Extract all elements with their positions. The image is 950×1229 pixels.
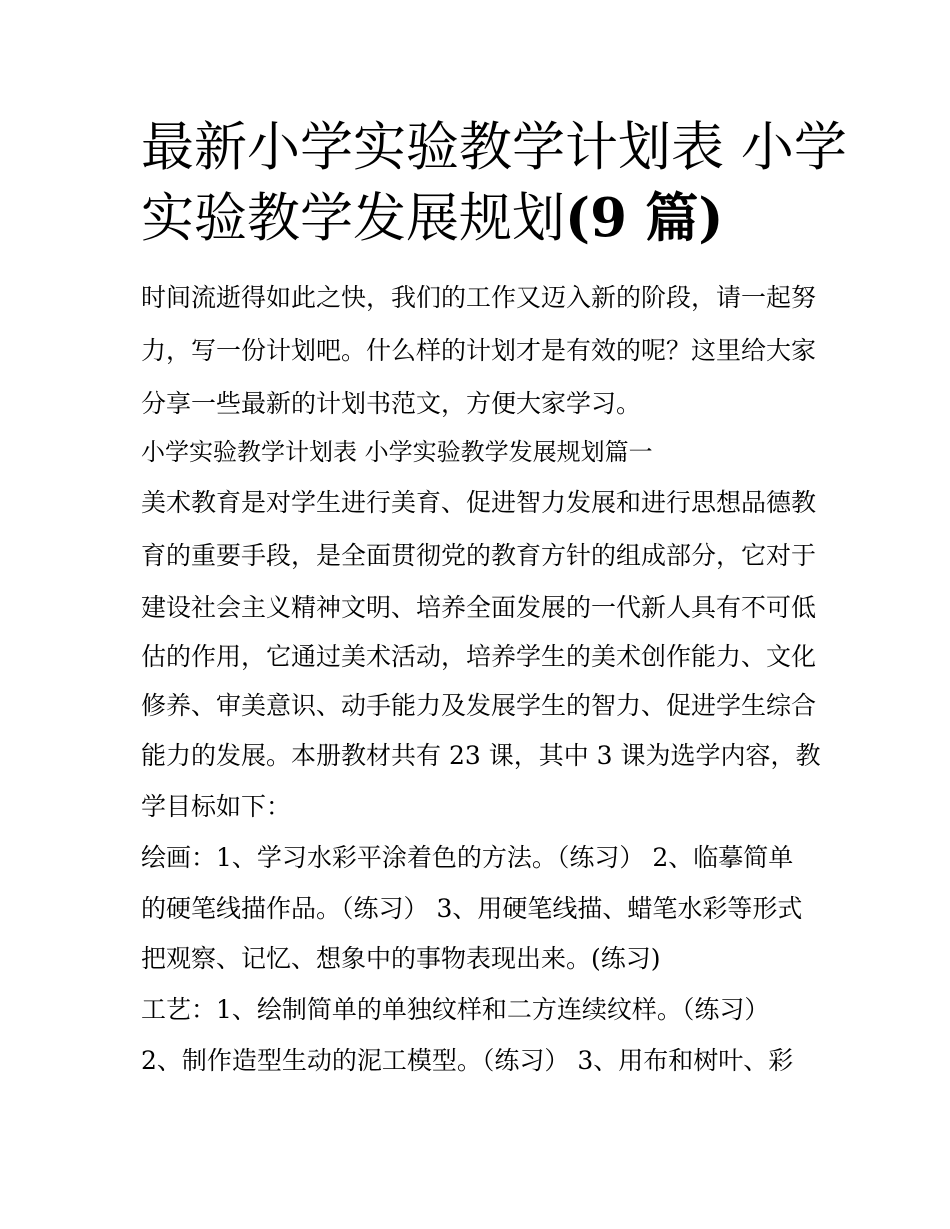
body-line: 学目标如下： [141, 792, 292, 821]
body-line: 工艺：1、绘制简单的单独纹样和二方连续纹样。（练习） [141, 995, 770, 1024]
body-line: 育的重要手段，是全面贯彻党的教育方针的组成部分，它对于 [141, 541, 817, 570]
body-line: 能力的发展。本册教材共有 23 课，其中 3 课为选学内容，教 [141, 741, 821, 770]
body-line: 把观察、记忆、想象中的事物表现出来。(练习) [141, 944, 661, 973]
body-line: 的硬笔线描作品。（练习） 3、用硬笔线描、蜡笔水彩等形式 [141, 894, 803, 923]
intro-line: 分享一些最新的计划书范文，方便大家学习。 [141, 389, 642, 418]
page-title [141, 112, 847, 254]
title-line-1: 最新小学实验教学计划表 小学 [141, 117, 847, 178]
title-line-2 [141, 183, 813, 254]
body-line: 建设社会主义精神文明、培养全面发展的一代新人具有不可低 [141, 593, 817, 622]
body-line: 估的作用，它通过美术活动，培养学生的美术创作能力、文化 [141, 642, 817, 671]
body-line: 2、制作造型生动的泥工模型。（练习） 3、用布和树叶、彩 [141, 1046, 794, 1075]
intro-line: 力，写一份计划吧。什么样的计划才是有效的呢？这里给大家 [141, 336, 817, 365]
title-line-2-text: 实验教学发展规划 [141, 188, 565, 249]
body-line: 修养、审美意识、动手能力及发展学生的智力、促进学生综合 [141, 691, 817, 720]
section-heading: 小学实验教学计划表 小学实验教学发展规划篇一 [141, 438, 653, 466]
body-line: 绘画：1、学习水彩平涂着色的方法。（练习） 2、临摹简单 [141, 843, 794, 872]
body-line: 美术教育是对学生进行美育、促进智力发展和进行思想品德教 [141, 488, 817, 517]
intro-line: 时间流逝得如此之快，我们的工作又迈入新的阶段，请一起努 [141, 283, 817, 312]
title-line-2-suffix: (9 篇) [565, 187, 724, 249]
